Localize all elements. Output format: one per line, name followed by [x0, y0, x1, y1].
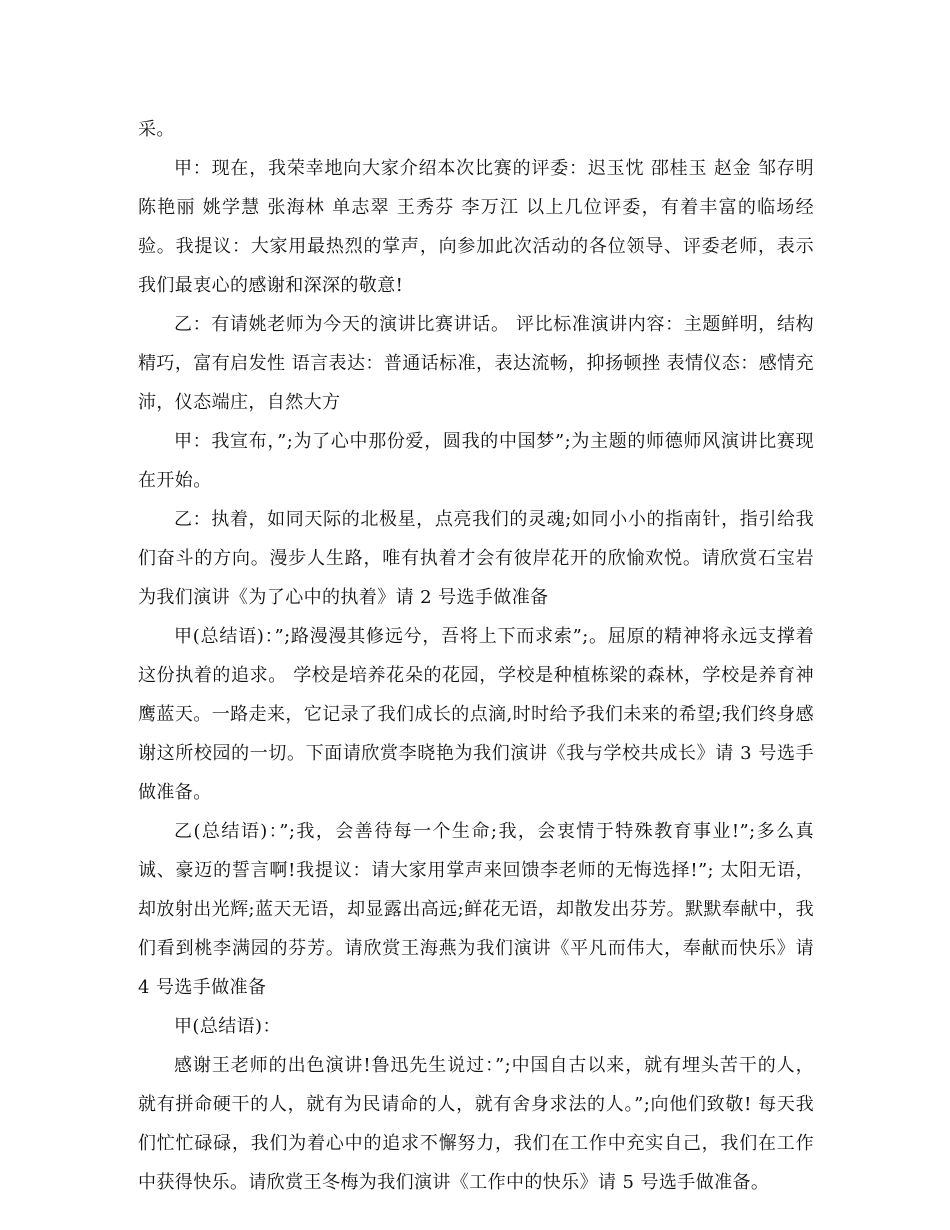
paragraph-speech-and-criteria: 乙：有请姚老师为今天的演讲比赛讲话。 评比标准演讲内容：主题鲜明，结构精巧，富有启发性 语言表达：普通话标准，表达流畅，抑扬顿挫 表情仪态：感情充沛，仪态端庄，自然大方 [138, 314, 814, 413]
paragraph-summary-speaker-3-intro: 甲(总结语)：”;路漫漫其修远兮，吾将上下而求索”;。屈原的精神将永远支撑着这份执着的追求。 学校是培养花朵的花园，学校是种植栋梁的森林，学校是养育神鹰蓝天。一路走来，它记录了我们成长的点滴,时时给予我们未来的希望;我们终身感谢这所校园的一切。下面请欣赏李晓艳为我们演讲《我与学校共成长》请 3 号选手做准备。 [138, 626, 814, 803]
paragraph-opening-announcement: 甲：我宣布，”;为了心中那份爱，圆我的中国梦”;为主题的师德师风演讲比赛现在开始。 [138, 431, 814, 491]
paragraph-summary-speaker-4-intro: 乙(总结语)：”;我，会善待每一个生命;我，会衷情于特殊教育事业!”;多么真诚、豪迈的誓言啊!我提议：请大家用掌声来回馈李老师的无悔选择!”; 太阳无语，却放射出光辉;蓝天无语，却显露出高远;鲜花无语，却散发出芬芳。默默奉献中，我们看到桃李满园的芬芳。请欣赏王海燕为我们演讲《平凡而伟大，奉献而快乐》请 4 号选手做准备 [138, 821, 814, 998]
paragraph-summary-speaker-5-intro: 感谢王老师的出色演讲!鲁迅先生说过：”;中国自古以来，就有埋头苦干的人，就有拼命硬干的人，就有为民请命的人，就有舍身求法的人。”;向他们致敬! 每天我们忙忙碌碌，我们为着心中的追求不懈努力，我们在工作中充实自己，我们在工作中获得快乐。请欣赏王冬梅为我们演讲《工作中的快乐》请 5 号选手做准备。 [138, 1055, 814, 1193]
document-body [138, 110, 814, 1202]
paragraph-judges-introduction: 甲：现在，我荣幸地向大家介绍本次比赛的评委：迟玉忱 邵桂玉 赵金 邹存明 陈艳丽 姚学慧 张海林 单志翠 王秀芬 李万江 以上几位评委，有着丰富的临场经验。我提议：大家用最热烈的掌声，向参加此次活动的各位领导、评委老师，表示我们最衷心的感谢和深深的敬意! [138, 158, 814, 296]
paragraph-summary-heading: 甲(总结语)： [174, 1016, 281, 1037]
paragraph-continuation: 采。 [138, 119, 175, 140]
paragraph-speaker-2-intro: 乙：执着，如同天际的北极星，点亮我们的灵魂;如同小小的指南针，指引给我们奋斗的方向。漫步人生路，唯有执着才会有彼岸花开的欣愉欢悦。请欣赏石宝岩为我们演讲《为了心中的执着》请 2 号选手做准备 [138, 509, 814, 608]
